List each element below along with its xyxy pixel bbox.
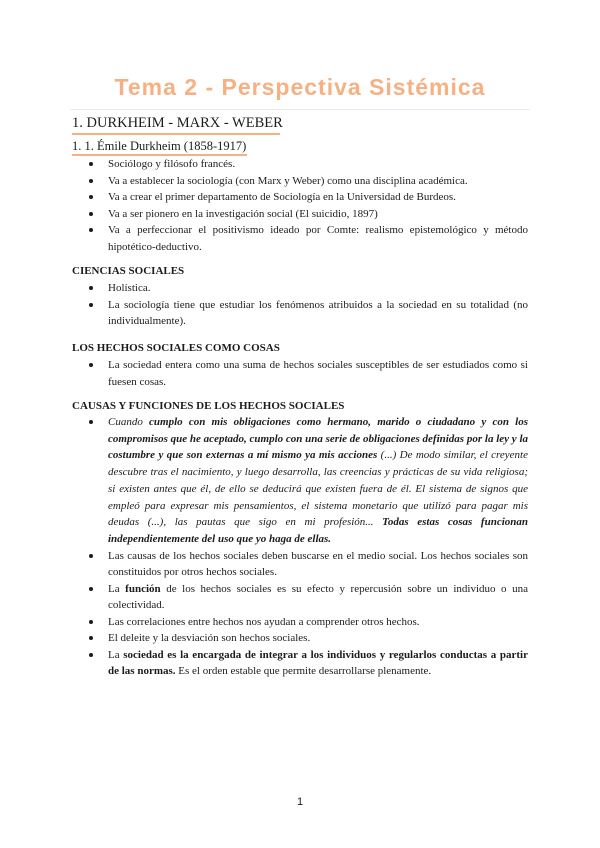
list-item: La sociología tiene que estudiar los fenómenos atribuidos a la sociedad en su totalidad (no individualmente). [72,297,528,330]
list-item: Holística. [72,280,528,297]
bold-term: sociedad es la encargada de integrar a los individuos y regularlos conductas a partir de las normas. [108,648,528,678]
section-heading-underline [72,133,280,135]
text-span: Es el orden estable que permite desarrollarse plenamente. [175,665,432,678]
list-item: Sociólogo y filósofo francés. [72,156,528,173]
list-item [72,581,528,614]
ciencias-bullet-list [72,280,528,330]
hechos-sociales-heading: LOS HECHOS SOCIALES COMO COSAS [72,342,280,354]
quote-text: (...) De modo similar, el creyente descubre tras el nacimiento, y luego desarrolla, las creencias y prácticas de su vida religiosa; si existen antes que él, de ello se deducirá que existen fuera de él. El sistema de signos que empleó para expresar mis pensamientos, el sistema monetario que utilizó para pagar mis deudas (...), las pautas que sigo en mi profesión... [108,449,528,529]
list-item: El deleite y la desviación son hechos sociales. [72,630,528,647]
list-item: Va a establecer la sociología (con Marx y Weber) como una disciplina académica. [72,173,528,190]
hechos-bullet-list [72,357,528,390]
list-item: Va a crear el primer departamento de Sociología en la Universidad de Burdeos. [72,189,528,206]
list-item: Las correlaciones entre hechos nos ayudan a comprender otros hechos. [72,614,528,631]
bold-term: función [125,582,161,595]
list-item: La sociedad entera como una suma de hechos sociales susceptibles de ser estudiados como si fuesen cosas. [72,357,528,390]
text-span: La [108,582,126,595]
document-title: Tema 2 - Perspectiva Sistémica [114,74,486,100]
list-item: Las causas de los hechos sociales deben buscarse en el medio social. Los hechos sociales son constituidos por otros hechos sociales. [72,548,528,581]
durkheim-bullet-list [72,156,528,255]
subsection-heading-durkheim: 1. 1. Émile Durkheim (1858-1917) [72,139,247,153]
list-item: Va a perfeccionar el positivismo ideado por Comte: realismo epistemológico y método hipotético-deductivo. [72,222,528,255]
text-span: La [108,648,124,661]
ciencias-sociales-heading: CIENCIAS SOCIALES [72,265,185,277]
section-heading-durkheim-marx-weber: 1. DURKHEIM - MARX - WEBER [72,115,283,131]
quote-bold-text: cumplo con mis obligaciones como hermano, marido o ciudadano y con los compromisos que he aceptado, cumplo con una serie de obligaciones definidas por la ley y la costumbre y que son externas a mí mismo ya mis acciones [108,416,528,462]
page-number: 1 [296,796,304,808]
list-item [72,647,528,680]
durkheim-quote-item [72,414,528,548]
list-item: Va a ser pionero en la investigación social (El suicidio, 1897) [72,206,528,223]
quote-bold-text: Todas estas cosas funcionan independientemente del uso que yo haga de ellas. [108,516,528,545]
causas-bullet-list [72,414,528,680]
title-divider [70,109,530,110]
text-span: de los hechos sociales es su efecto y repercusión sobre un individuo o una colectividad. [108,582,528,612]
quote-text: Cuando [108,416,150,428]
causas-funciones-heading: CAUSAS Y FUNCIONES DE LOS HECHOS SOCIALES [72,400,345,412]
